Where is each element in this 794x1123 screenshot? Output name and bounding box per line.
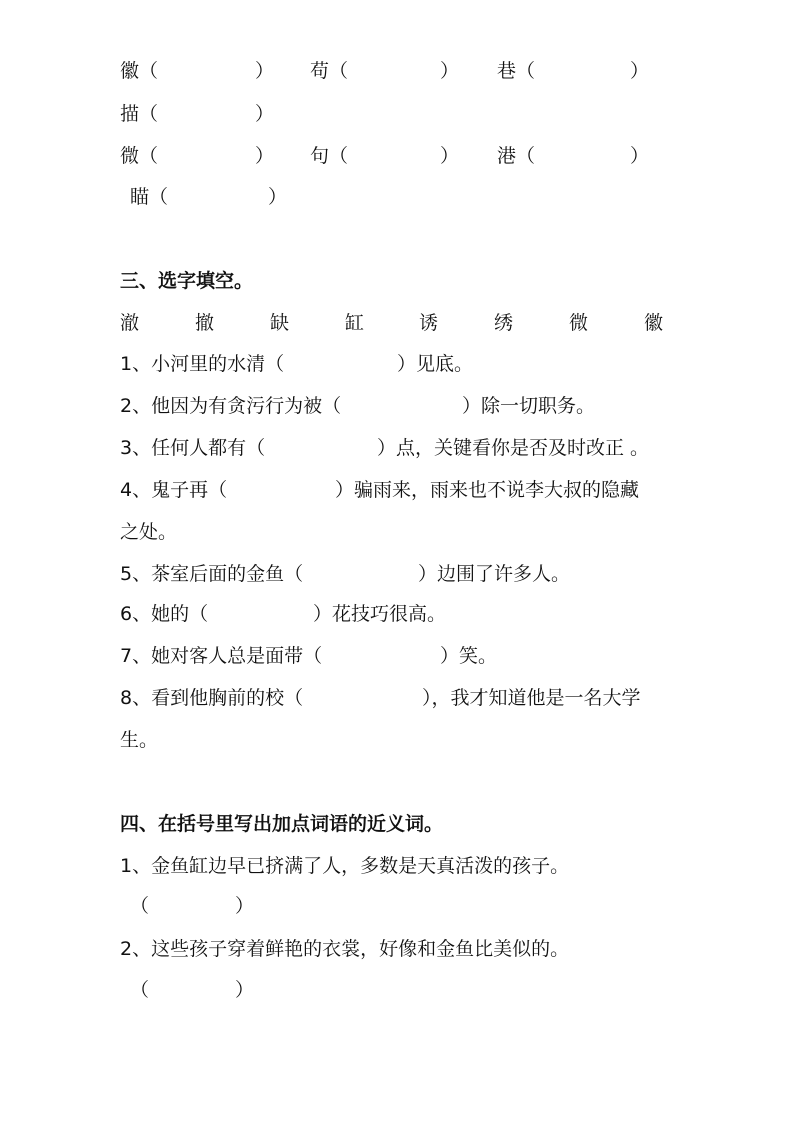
question-text: ）见底。 [397, 353, 474, 375]
synonym-question-1: 1、金鱼缸边早已挤满了人，多数是天真活泼的孩子。 [120, 855, 570, 877]
question-text: ）边围了许多人。 [418, 563, 571, 585]
char-item [310, 58, 348, 84]
choice-char: 澈 [120, 312, 140, 334]
paren: ） [630, 60, 650, 82]
paren: （ [130, 895, 150, 917]
question-text: ）笑。 [440, 645, 498, 667]
paren: （ [139, 60, 159, 82]
paren: （ [329, 145, 349, 167]
char: 句 [310, 145, 330, 167]
choice-char: 缸 [345, 312, 365, 334]
char: 描 [120, 103, 140, 125]
question-text: 6、她的（ [120, 603, 209, 625]
paren: ） [268, 186, 288, 208]
char-item [120, 101, 158, 127]
question-text: 3、任何人都有（ [120, 437, 266, 459]
paren: ） [440, 145, 460, 167]
paren: （ [516, 60, 536, 82]
char: 微 [120, 145, 140, 167]
char-item [497, 143, 535, 169]
question-text: 1、小河里的水清（ [120, 353, 285, 375]
question-text: 2、他因为有贪污行为被（ [120, 395, 342, 417]
question-8-cont: 生。 [120, 729, 159, 751]
section4-title: 四、在括号里写出加点词语的近义词。 [120, 813, 444, 835]
paren: （ [149, 186, 169, 208]
question-4-cont: 之处。 [120, 521, 178, 543]
char: 港 [497, 145, 517, 167]
choice-char: 诱 [419, 312, 439, 334]
choice-row [120, 310, 680, 336]
question-text: ），我才知道他是一名大学 [422, 687, 641, 709]
choice-char: 绣 [494, 312, 514, 334]
paren: （ [130, 979, 150, 1001]
paren: ） [255, 145, 275, 167]
choice-char: 撤 [195, 312, 215, 334]
question-text: ）点，关键看你是否及时改正 。 [377, 437, 650, 459]
char: 巷 [497, 60, 517, 82]
choice-char: 微 [569, 312, 589, 334]
question-text: ）除一切职务。 [462, 395, 596, 417]
paren: ） [255, 60, 275, 82]
char-item [310, 143, 348, 169]
char: 徽 [120, 60, 140, 82]
section3-title: 三、选字填空。 [120, 270, 254, 292]
paren: ） [235, 895, 255, 917]
question-text: 5、茶室后面的金鱼（ [120, 563, 304, 585]
paren: ） [255, 103, 275, 125]
char-item [120, 143, 158, 169]
question-text: 7、她对客人总是面带（ [120, 645, 323, 667]
char: 苟 [310, 60, 330, 82]
paren: （ [139, 103, 159, 125]
char-item [130, 184, 168, 210]
paren: （ [516, 145, 536, 167]
paren: （ [329, 60, 349, 82]
choice-char: 缺 [270, 312, 290, 334]
choice-char: 徽 [644, 312, 664, 334]
char: 瞄 [130, 186, 150, 208]
question-text: 8、看到他胸前的校（ [120, 687, 304, 709]
question-text: ）骗雨来，雨来也不说李大叔的隐藏 [335, 479, 640, 501]
question-text: ）花技巧很高。 [313, 603, 447, 625]
question-text: 4、鬼子再（ [120, 479, 228, 501]
paren: ） [440, 60, 460, 82]
paren: ） [235, 979, 255, 1001]
paren: （ [139, 145, 159, 167]
synonym-question-2: 2、这些孩子穿着鲜艳的衣裳，好像和金鱼比美似的。 [120, 938, 570, 960]
char-item [497, 58, 535, 84]
char-item [120, 58, 158, 84]
paren: ） [630, 145, 650, 167]
